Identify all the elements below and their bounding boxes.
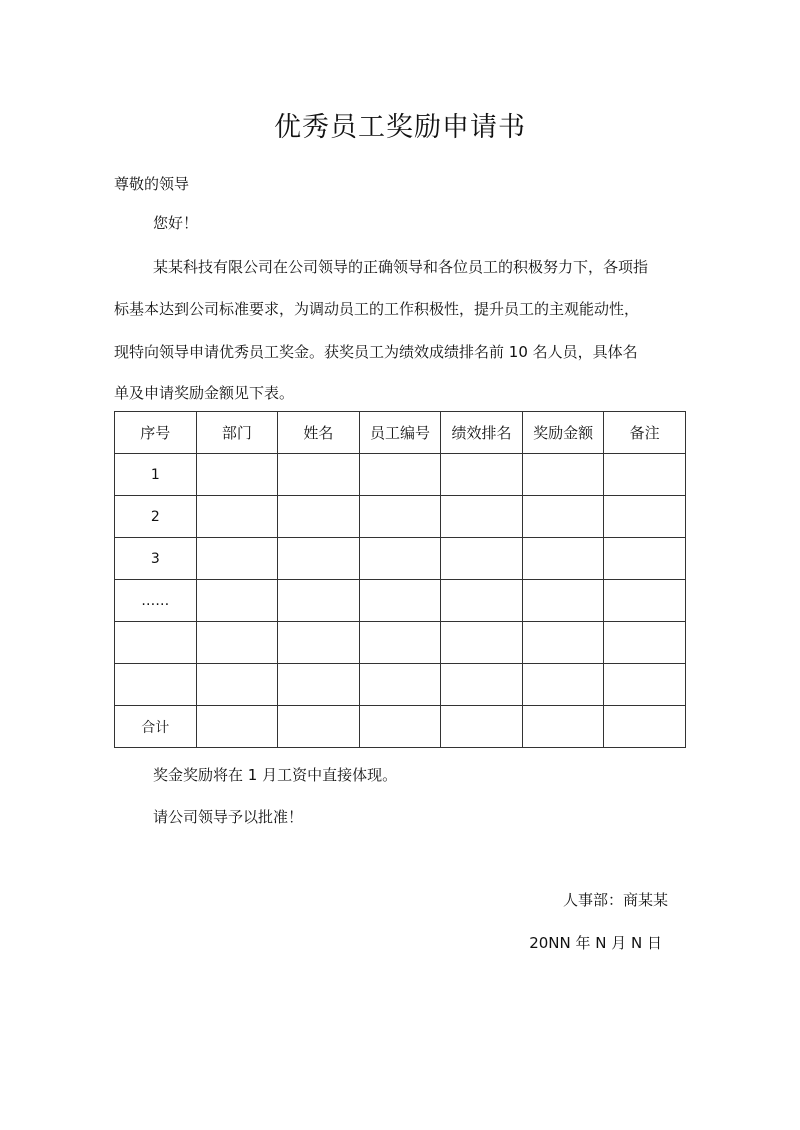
table-cell	[604, 664, 686, 706]
closing-note-2: 请公司领导予以批准！	[153, 808, 304, 826]
table-cell	[196, 622, 278, 664]
table-cell	[522, 622, 604, 664]
table-cell	[278, 580, 360, 622]
table-cell	[441, 622, 523, 664]
row-seq-cell: 2	[115, 496, 197, 538]
table-cell	[522, 496, 604, 538]
table-cell	[196, 496, 278, 538]
body-paragraph-line-4: 单及申请奖励金额见下表。	[114, 384, 295, 402]
header-employee-id: 员工编号	[359, 412, 441, 454]
table-cell	[359, 496, 441, 538]
header-seq: 序号	[115, 412, 197, 454]
table-cell	[522, 706, 604, 748]
table-cell	[359, 580, 441, 622]
table-cell	[441, 664, 523, 706]
table-cell	[278, 664, 360, 706]
header-department: 部门	[196, 412, 278, 454]
table-header-row	[115, 412, 686, 454]
body-paragraph-line-3: 现特向领导申请优秀员工奖金。获奖员工为绩效成绩排名前 10 名人员，具体名	[114, 343, 638, 361]
table-row	[115, 496, 686, 538]
table-cell	[604, 496, 686, 538]
table-cell	[359, 622, 441, 664]
table-total-row	[115, 706, 686, 748]
table-row	[115, 622, 686, 664]
header-performance-rank: 绩效排名	[441, 412, 523, 454]
body-paragraph-line-2: 标基本达到公司标准要求，为调动员工的工作积极性，提升员工的主观能动性，	[114, 300, 640, 318]
row-seq-cell: 1	[115, 454, 197, 496]
body-paragraph-line-1: 某某科技有限公司在公司领导的正确领导和各位员工的积极努力下，各项指	[153, 258, 649, 276]
row-seq-cell: 3	[115, 538, 197, 580]
table-cell	[604, 580, 686, 622]
signature-date: 20NN 年 N 月 N 日	[529, 934, 662, 952]
table-cell	[441, 580, 523, 622]
table-cell	[278, 622, 360, 664]
table-row	[115, 580, 686, 622]
greeting: 您好！	[153, 214, 199, 232]
table-cell	[522, 664, 604, 706]
table-cell	[278, 496, 360, 538]
document-title: 优秀员工奖励申请书	[274, 112, 526, 143]
total-label-cell: 合计	[115, 706, 197, 748]
table-cell	[604, 454, 686, 496]
table-cell	[604, 622, 686, 664]
table-row	[115, 664, 686, 706]
table-cell	[278, 706, 360, 748]
salutation: 尊敬的领导	[114, 175, 190, 193]
table-cell	[278, 538, 360, 580]
table-cell	[278, 454, 360, 496]
table-cell	[196, 454, 278, 496]
table-cell	[196, 580, 278, 622]
table-cell	[196, 706, 278, 748]
table-cell	[441, 454, 523, 496]
row-seq-cell	[115, 664, 197, 706]
header-remarks: 备注	[604, 412, 686, 454]
table-cell	[604, 538, 686, 580]
table-cell	[359, 706, 441, 748]
table-cell	[604, 706, 686, 748]
table-cell	[359, 454, 441, 496]
table-cell	[522, 538, 604, 580]
table-cell	[522, 454, 604, 496]
department-signature: 人事部：商某某	[562, 891, 668, 909]
award-table	[114, 411, 686, 748]
table-row	[115, 538, 686, 580]
row-seq-cell: ……	[115, 580, 197, 622]
table-cell	[196, 664, 278, 706]
closing-note-1: 奖金奖励将在 1 月工资中直接体现。	[153, 766, 398, 784]
header-award-amount: 奖励金额	[522, 412, 604, 454]
table-cell	[522, 580, 604, 622]
table-row	[115, 454, 686, 496]
table-cell	[441, 706, 523, 748]
row-seq-cell	[115, 622, 197, 664]
table-cell	[359, 538, 441, 580]
table-cell	[441, 538, 523, 580]
table-cell	[196, 538, 278, 580]
table-cell	[359, 664, 441, 706]
header-name: 姓名	[278, 412, 360, 454]
table-cell	[441, 496, 523, 538]
